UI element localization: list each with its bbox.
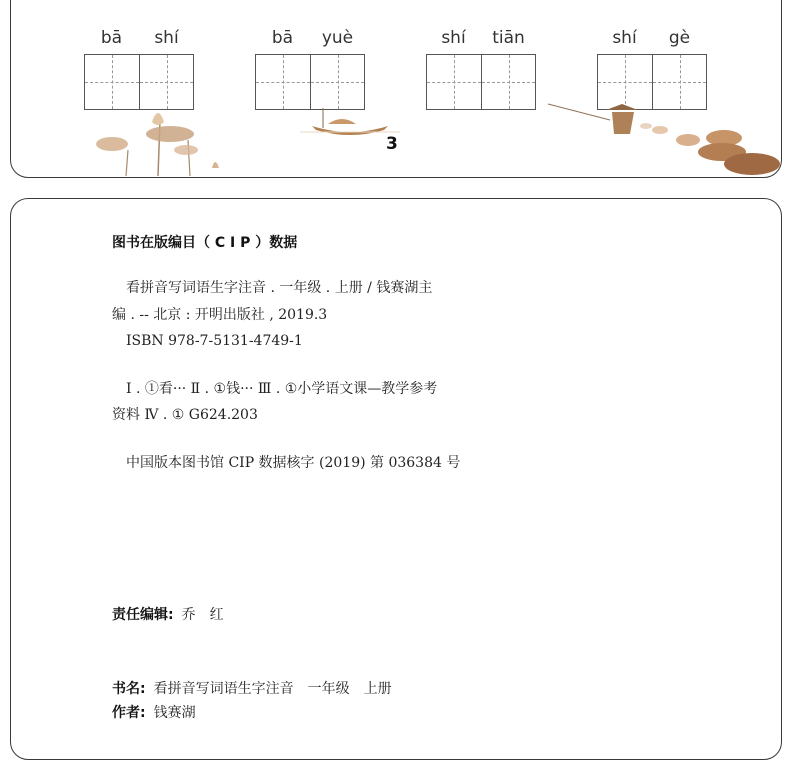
author-line	[112, 702, 196, 722]
pinyin: tiān	[492, 28, 525, 48]
editor-label: 责任编辑:	[112, 607, 174, 623]
pinyin: shí	[441, 28, 466, 48]
page-number: 3	[386, 134, 398, 154]
pinyin: gè	[668, 28, 691, 48]
editor-value: 乔 红	[181, 607, 224, 623]
book-label: 书名:	[112, 681, 146, 697]
cip-line-5: 资料 Ⅳ . ① G624.203	[112, 407, 258, 423]
book-title-line	[112, 678, 392, 698]
editor-line	[112, 604, 224, 624]
author-value: 钱赛湖	[153, 705, 196, 721]
pinyin: shí	[612, 28, 637, 48]
fisherman-and-rocks	[548, 104, 780, 175]
lotus-plants	[96, 113, 219, 176]
author-label: 作者:	[112, 705, 146, 721]
cip-line-2: 编 . -- 北京 : 开明出版社 , 2019.3	[112, 307, 328, 323]
boat	[300, 108, 400, 135]
pinyin: yuè	[321, 28, 354, 48]
cip-line-1: 看拼音写词语生字注音 . 一年级 . 上册 / 钱赛湖主	[112, 280, 433, 296]
pinyin: shí	[154, 28, 179, 48]
pinyin: bā	[271, 28, 294, 48]
cip-verification: 中国版本图书馆 CIP 数据核字 (2019) 第 036384 号	[112, 455, 461, 471]
cip-line-4: Ⅰ . ①看··· Ⅱ . ①钱··· Ⅲ . ①小学语文课—教学参考	[112, 381, 438, 397]
cip-title: 图书在版编目（ C I P ）数据	[112, 235, 298, 251]
pinyin: bā	[100, 28, 123, 48]
book-value: 看拼音写词语生字注音 一年级 上册	[153, 681, 392, 697]
cip-isbn: ISBN 978-7-5131-4749-1	[112, 333, 303, 349]
